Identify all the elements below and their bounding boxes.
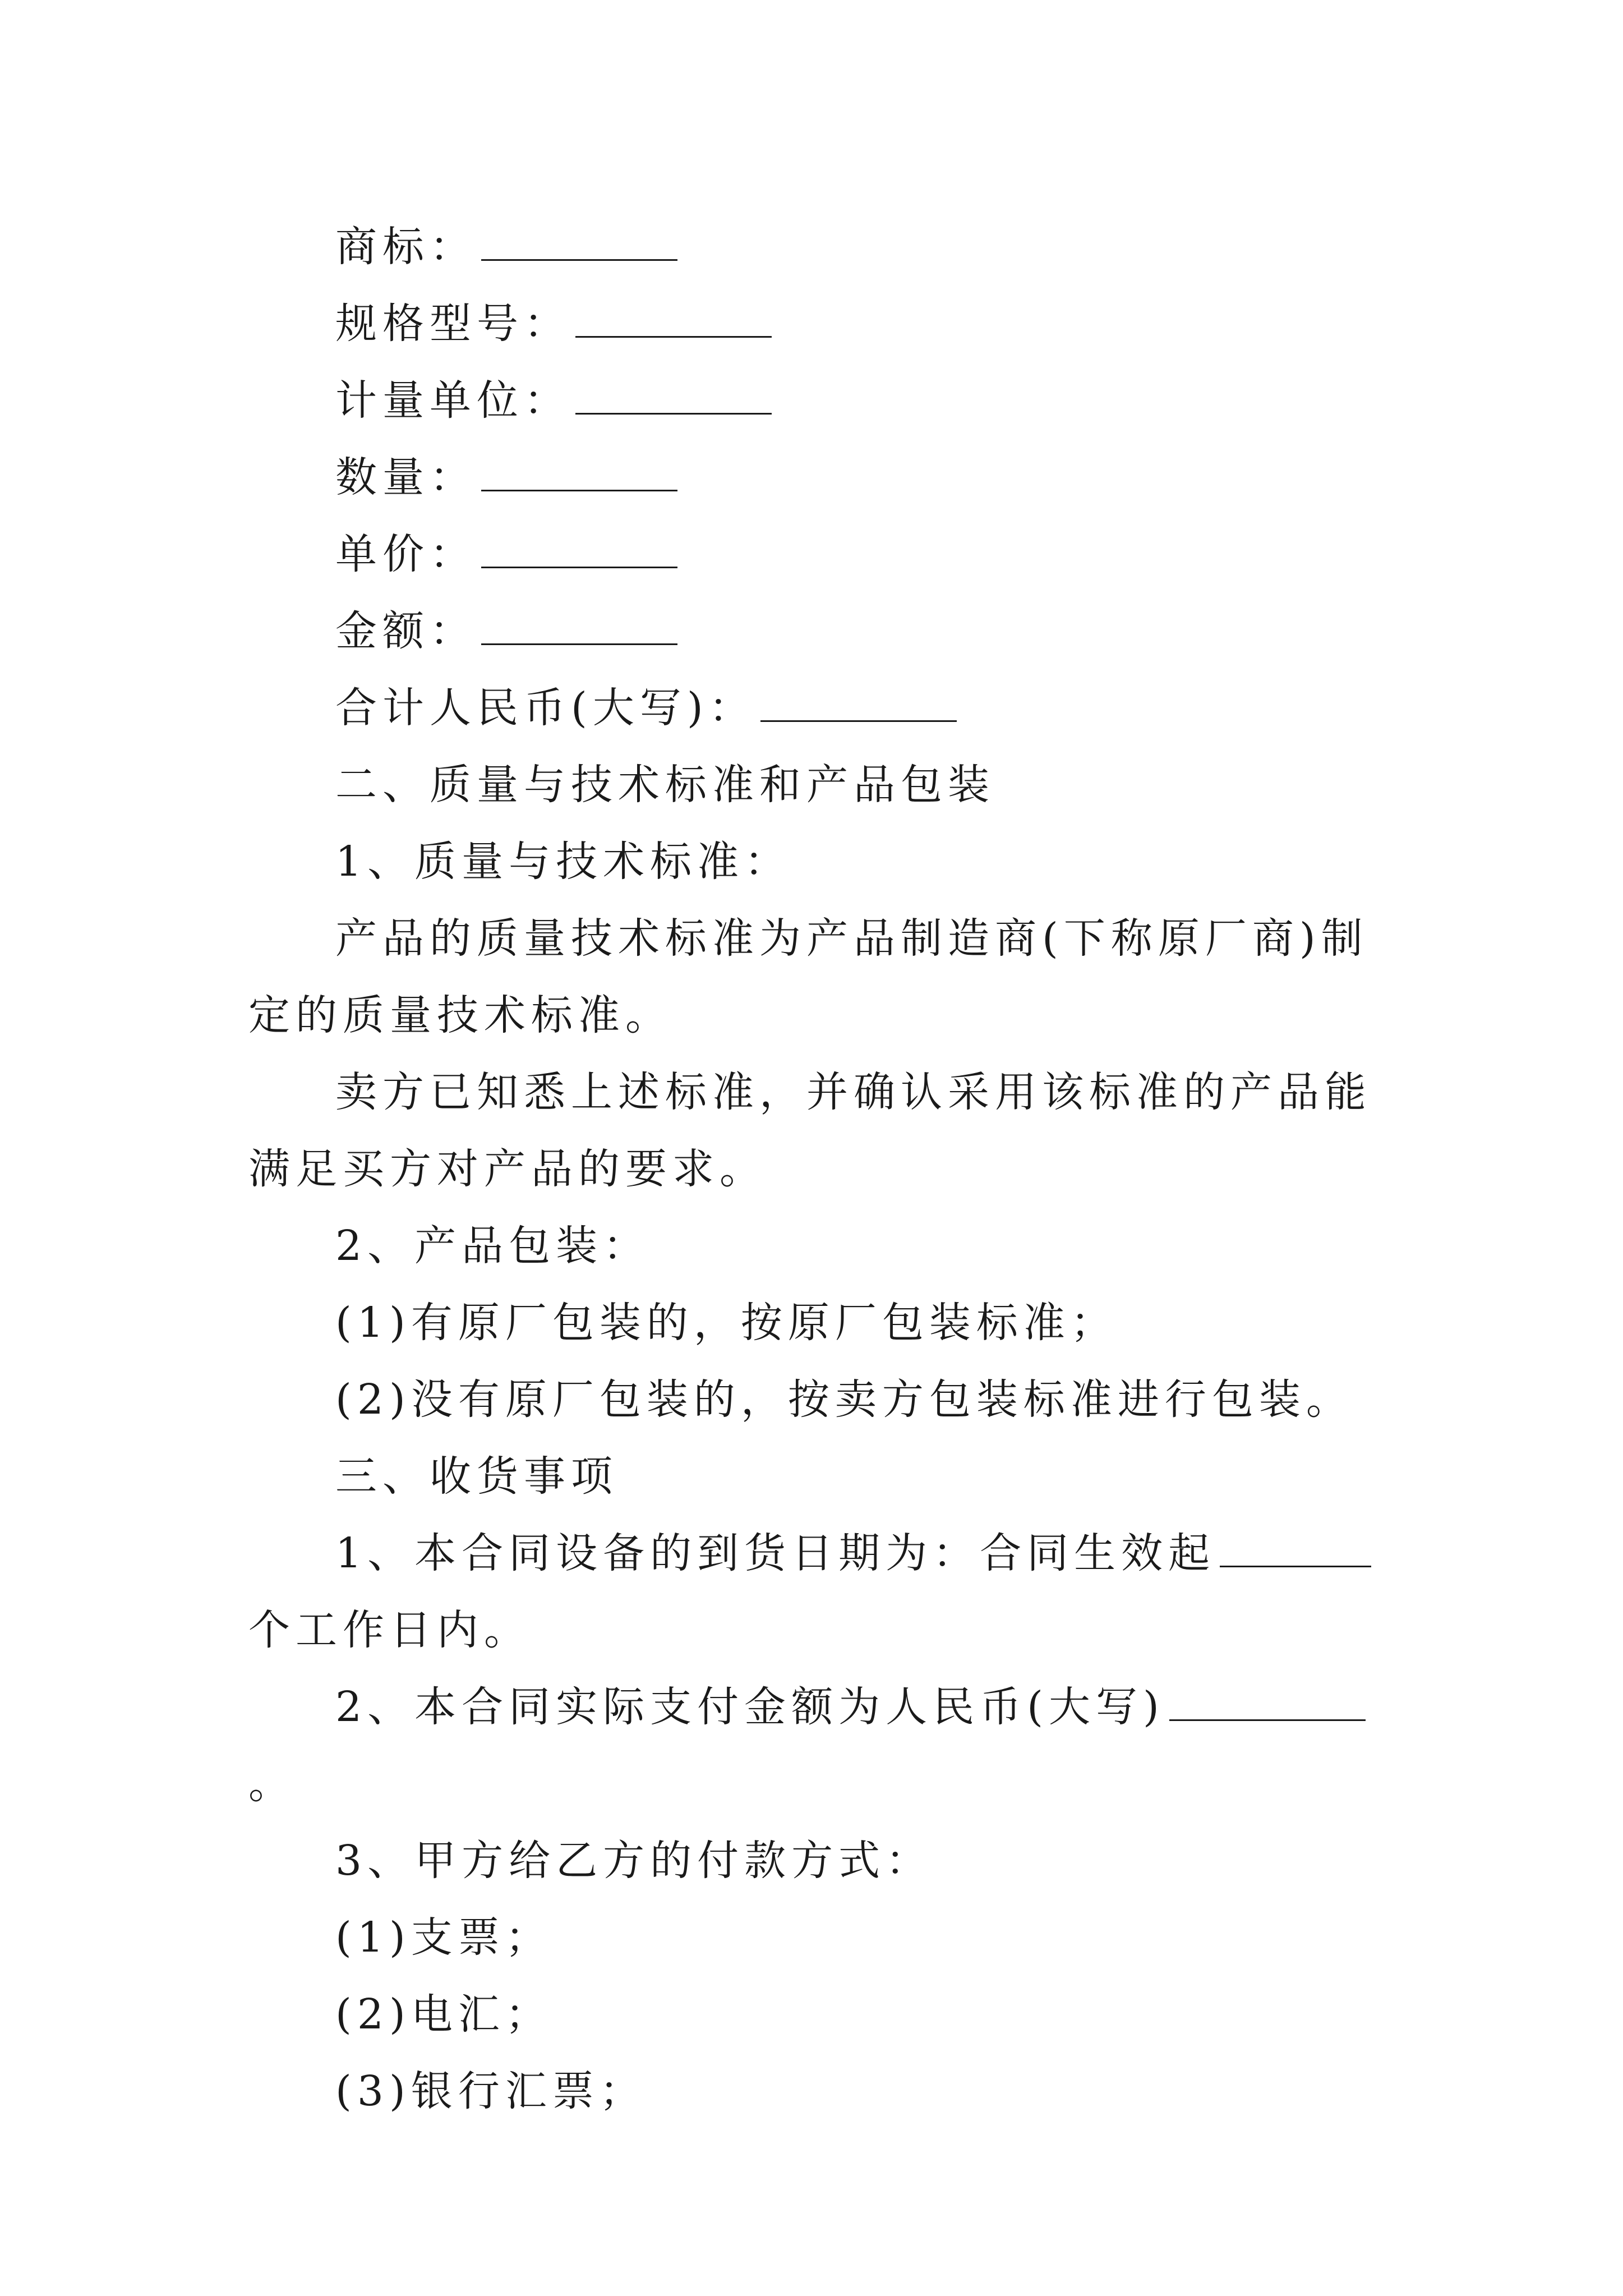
- section-3-3-heading: 3、甲方给乙方的付款方式：: [335, 1837, 933, 1885]
- paragraph-quality-standard: 产品的质量技术标准为产品制造商(下称原厂商)制定的质量技术标准。: [248, 914, 1368, 1039]
- section-3-heading: 三、收货事项: [335, 1452, 618, 1501]
- field-label: 单价：: [335, 530, 477, 578]
- document-body: [248, 209, 1393, 2130]
- field-label: 金额：: [335, 607, 477, 655]
- blank-line[interactable]: [760, 687, 957, 722]
- paragraph-seller-acknowledge: 卖方已知悉上述标准，并确认采用该标准的产品能满足买方对产品的要求。: [248, 1068, 1372, 1193]
- field-unit: [248, 362, 1393, 439]
- field-amount: [248, 593, 1393, 670]
- field-quantity: [248, 439, 1393, 516]
- payment-text-a: 2、本合同实际支付金额为人民币(大写): [335, 1683, 1165, 1731]
- field-total-rmb: [248, 670, 1393, 747]
- field-label: 商标：: [335, 223, 477, 271]
- field-label: 计量单位：: [335, 376, 571, 425]
- blank-line[interactable]: [481, 533, 677, 568]
- field-spec-model: [248, 286, 1393, 362]
- field-label: 数量：: [335, 453, 477, 501]
- blank-line[interactable]: [1169, 1686, 1366, 1721]
- paragraph-delivery-date: [248, 1515, 1393, 1669]
- section-2-heading: 二、质量与技术标准和产品包装: [335, 761, 995, 809]
- list-item-payment-3: (3)银行汇票；: [335, 2067, 647, 2115]
- payment-text-b: 。: [248, 1760, 296, 1808]
- list-item-packaging-2: (2)没有原厂包装的，按卖方包装标准进行包装。: [335, 1375, 1353, 1424]
- section-2-2-heading: 2、产品包装：: [335, 1222, 651, 1270]
- blank-line[interactable]: [1220, 1532, 1371, 1567]
- blank-line[interactable]: [481, 226, 677, 261]
- field-label: 规格型号：: [335, 300, 571, 348]
- list-item-payment-1: (1)支票；: [335, 1913, 552, 1962]
- delivery-text-a: 1、本合同设备的到货日期为：合同生效起: [335, 1529, 1216, 1577]
- blank-line[interactable]: [575, 302, 772, 338]
- list-item-payment-2: (2)电汇；: [335, 1990, 552, 2039]
- field-unit-price: [248, 516, 1393, 593]
- field-label: 合计人民币(大写)：: [335, 684, 756, 732]
- list-item-packaging-1: (1)有原厂包装的，按原厂包装标准；: [335, 1299, 1118, 1347]
- field-trademark: [248, 209, 1393, 286]
- blank-line[interactable]: [481, 456, 677, 491]
- blank-line[interactable]: [575, 379, 772, 415]
- delivery-text-b: 个工作日内。: [248, 1606, 531, 1654]
- section-2-1-heading: 1、质量与技术标准：: [335, 838, 792, 886]
- blank-line[interactable]: [481, 610, 677, 645]
- paragraph-payment-amount: [248, 1669, 1393, 1823]
